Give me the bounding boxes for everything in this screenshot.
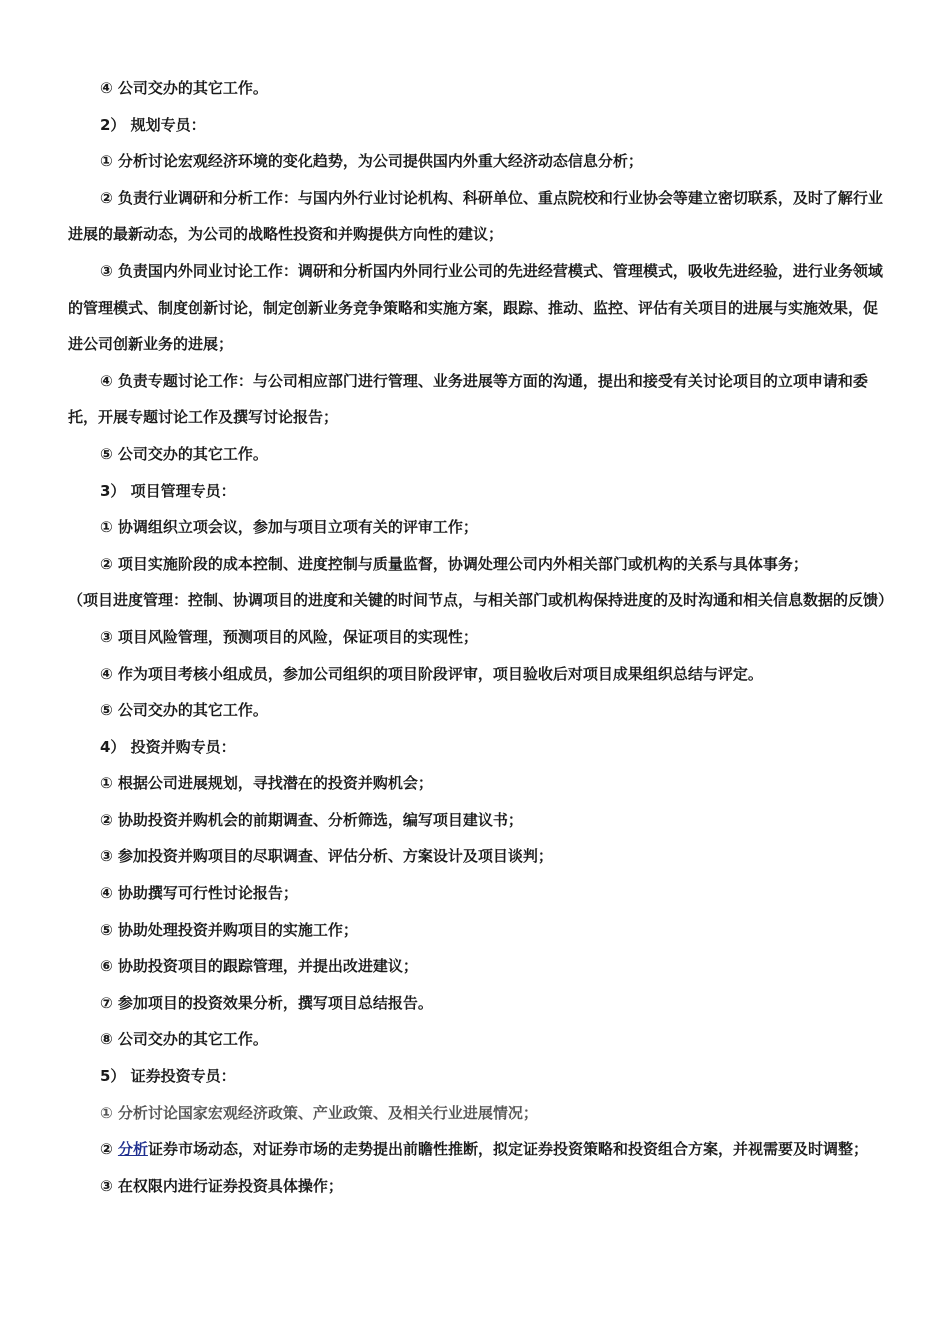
list-item: ② 项目实施阶段的成本控制、进度控制与质量监督，协调处理公司内外相关部门或机构的关系与具体事务； bbox=[100, 554, 808, 573]
list-item: ⑤ 协助处理投资并购项目的实施工作； bbox=[100, 920, 358, 939]
list-item: ① 根据公司进展规划，寻找潜在的投资并购机会； bbox=[100, 774, 433, 793]
document-body bbox=[68, 70, 894, 1204]
list-item: ④ 作为项目考核小组成员，参加公司组织的项目阶段评审，项目验收后对项目成果组织总结与评定。 bbox=[100, 664, 763, 683]
section-heading: 2） 规划专员： bbox=[100, 115, 206, 134]
list-item: ① 分析讨论国家宏观经济政策、产业政策、及相关行业进展情况； bbox=[100, 1103, 538, 1122]
list-item: ① 协调组织立项会议，参加与项目立项有关的评审工作； bbox=[100, 518, 478, 537]
list-item: ⑤ 公司交办的其它工作。 bbox=[100, 701, 268, 720]
list-item: ① 分析讨论宏观经济环境的变化趋势，为公司提供国内外重大经济动态信息分析； bbox=[100, 152, 643, 171]
section-heading: 5） 证券投资专员： bbox=[100, 1067, 236, 1086]
list-item: ③ 负责国内外同业讨论工作：调研和分析国内外同行业公司的先进经营模式、管理模式，吸收先进经验，进行业务领域的管理模式、制度创新讨论，制定创新业务竞争策略和实施方案，跟踪、推动、监控、评估有关项目的进展与实施效果，促进公司创新业务的进展； bbox=[68, 261, 883, 354]
list-item: ④ 负责专题讨论工作：与公司相应部门进行管理、业务进展等方面的沟通，提出和接受有关讨论项目的立项申请和委托，开展专题讨论工作及撰写讨论报告； bbox=[68, 371, 868, 427]
list-item: ④ 协助撰写可行性讨论报告； bbox=[100, 884, 298, 903]
list-item: ③ 参加投资并购项目的尽职调查、评估分析、方案设计及项目谈判； bbox=[100, 847, 553, 866]
list-item: ④ 公司交办的其它工作。 bbox=[100, 79, 268, 97]
list-item: ⑥ 协助投资项目的跟踪管理，并提出改进建议； bbox=[100, 957, 418, 976]
analysis-link[interactable]: 分析 bbox=[117, 1140, 148, 1159]
list-marker: ② bbox=[100, 1140, 118, 1159]
list-item: ② 协助投资并购机会的前期调查、分析筛选，编写项目建议书； bbox=[100, 810, 523, 829]
list-item: ⑦ 参加项目的投资效果分析，撰写项目总结报告。 bbox=[100, 993, 433, 1012]
list-item: ③ 项目风险管理，预测项目的风险，保证项目的实现性； bbox=[100, 627, 478, 646]
list-item: ③ 在权限内进行证券投资具体操作； bbox=[100, 1176, 343, 1195]
list-item bbox=[68, 1131, 890, 1168]
section-heading: 3） 项目管理专员： bbox=[100, 481, 236, 500]
list-item: ⑤ 公司交办的其它工作。 bbox=[100, 444, 268, 463]
list-item: ② 负责行业调研和分析工作：与国内外行业讨论机构、科研单位、重点院校和行业协会等建立密切联系，及时了解行业进展的最新动态，为公司的战略性投资和并购提供方向性的建议； bbox=[68, 188, 883, 244]
list-item-text: 证券市场动态，对证券市场的走势提出前瞻性推断，拟定证券投资策略和投资组合方案，并视需要及时调整； bbox=[147, 1140, 868, 1159]
list-item: ⑧ 公司交办的其它工作。 bbox=[100, 1030, 268, 1049]
section-heading: 4） 投资并购专员： bbox=[100, 737, 236, 756]
note-paragraph: （项目进度管理：控制、协调项目的进度和关键的时间节点，与相关部门或机构保持进度的及时沟通和相关信息数据的反馈） bbox=[68, 591, 894, 610]
